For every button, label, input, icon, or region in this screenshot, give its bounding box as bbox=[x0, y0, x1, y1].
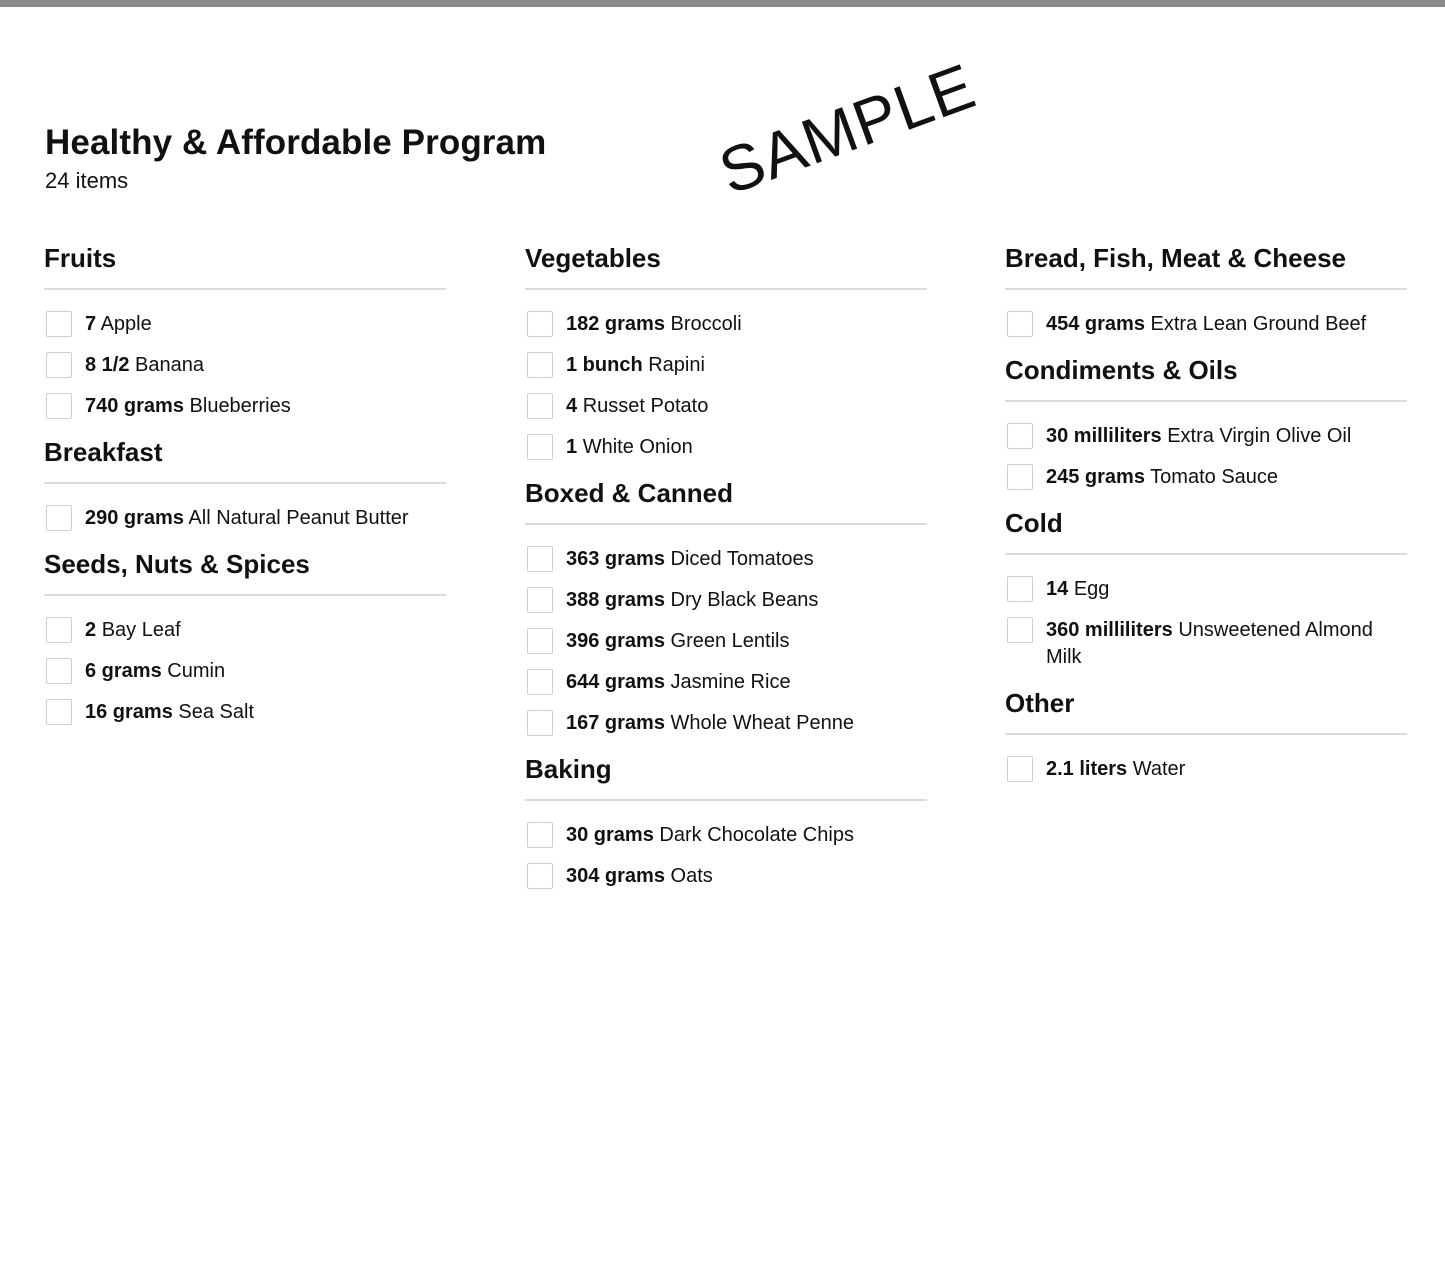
item-checkbox[interactable] bbox=[527, 587, 553, 613]
item-quantity: 4 bbox=[566, 395, 578, 417]
page-title: Healthy & Affordable Program bbox=[45, 123, 547, 162]
item-checkbox[interactable] bbox=[527, 669, 553, 695]
item-checkbox[interactable] bbox=[1007, 311, 1033, 337]
item-list bbox=[1005, 402, 1407, 491]
item-text bbox=[566, 546, 814, 573]
list-item bbox=[44, 311, 446, 338]
item-checkbox[interactable] bbox=[46, 699, 72, 725]
item-quantity: 30 milliliters bbox=[1046, 425, 1162, 447]
item-quantity: 14 bbox=[1046, 578, 1069, 600]
category-title: Condiments & Oils bbox=[1005, 352, 1407, 402]
item-text bbox=[566, 352, 705, 379]
item-checkbox[interactable] bbox=[1007, 423, 1033, 449]
item-name: Green Lentils bbox=[670, 630, 790, 652]
item-checkbox[interactable] bbox=[527, 434, 553, 460]
item-name: Blueberries bbox=[189, 395, 291, 417]
item-quantity: 7 bbox=[85, 313, 97, 335]
item-text bbox=[85, 352, 204, 379]
item-list bbox=[525, 290, 927, 461]
item-quantity: 1 bbox=[566, 436, 578, 458]
item-quantity: 167 grams bbox=[566, 712, 665, 734]
item-checkbox[interactable] bbox=[46, 658, 72, 684]
item-checkbox[interactable] bbox=[527, 628, 553, 654]
item-quantity: 644 grams bbox=[566, 671, 665, 693]
category-section bbox=[525, 240, 927, 461]
item-text bbox=[1046, 311, 1366, 338]
category-title: Bread, Fish, Meat & Cheese bbox=[1005, 240, 1407, 290]
category-title: Cold bbox=[1005, 505, 1407, 555]
item-text bbox=[85, 505, 409, 532]
item-text bbox=[566, 710, 854, 737]
item-name: Sea Salt bbox=[178, 701, 255, 723]
item-checkbox[interactable] bbox=[1007, 756, 1033, 782]
list-item bbox=[525, 393, 927, 420]
item-quantity: 16 grams bbox=[85, 701, 173, 723]
item-name: Diced Tomatoes bbox=[670, 548, 814, 570]
list-item bbox=[44, 352, 446, 379]
item-quantity: 30 grams bbox=[566, 824, 654, 846]
item-text bbox=[85, 658, 225, 685]
list-item bbox=[44, 505, 446, 532]
item-name: Dry Black Beans bbox=[670, 589, 819, 611]
category-section bbox=[1005, 685, 1407, 783]
item-name: Extra Virgin Olive Oil bbox=[1167, 425, 1352, 447]
list-item bbox=[1005, 423, 1407, 450]
item-checkbox[interactable] bbox=[1007, 464, 1033, 490]
category-section bbox=[1005, 505, 1407, 671]
list-item bbox=[525, 587, 927, 614]
category-title: Breakfast bbox=[44, 434, 446, 484]
item-text bbox=[566, 393, 708, 420]
list-item bbox=[1005, 576, 1407, 603]
list-item bbox=[1005, 311, 1407, 338]
item-name: Apple bbox=[100, 313, 152, 335]
item-name: White Onion bbox=[582, 436, 693, 458]
item-checkbox[interactable] bbox=[46, 617, 72, 643]
item-checkbox[interactable] bbox=[527, 710, 553, 736]
item-name: Jasmine Rice bbox=[670, 671, 791, 693]
item-text bbox=[566, 628, 790, 655]
column-1 bbox=[44, 240, 446, 740]
item-text bbox=[1046, 464, 1278, 491]
sample-watermark: SAMPLE bbox=[710, 49, 985, 209]
item-checkbox[interactable] bbox=[1007, 576, 1033, 602]
item-quantity: 6 grams bbox=[85, 660, 162, 682]
list-item bbox=[44, 393, 446, 420]
item-quantity: 2.1 liters bbox=[1046, 758, 1128, 780]
top-bar bbox=[0, 0, 1445, 7]
list-item bbox=[44, 658, 446, 685]
category-section bbox=[44, 546, 446, 726]
item-text bbox=[566, 587, 818, 614]
list-item bbox=[525, 863, 927, 890]
category-section bbox=[1005, 240, 1407, 338]
item-quantity: 360 milliliters bbox=[1046, 619, 1173, 641]
item-list bbox=[44, 596, 446, 726]
item-checkbox[interactable] bbox=[46, 311, 72, 337]
item-quantity: 1 bunch bbox=[566, 354, 643, 376]
item-list bbox=[1005, 290, 1407, 338]
item-quantity: 454 grams bbox=[1046, 313, 1145, 335]
item-count: 24 items bbox=[45, 168, 129, 193]
item-name: Tomato Sauce bbox=[1150, 466, 1279, 488]
item-quantity: 740 grams bbox=[85, 395, 184, 417]
item-name: Cumin bbox=[167, 660, 226, 682]
item-name: Broccoli bbox=[670, 313, 742, 335]
item-checkbox[interactable] bbox=[527, 352, 553, 378]
item-checkbox[interactable] bbox=[1007, 617, 1033, 643]
page-header bbox=[45, 122, 546, 194]
item-name: Bay Leaf bbox=[101, 619, 181, 641]
item-name: Banana bbox=[135, 354, 205, 376]
category-section bbox=[1005, 352, 1407, 491]
category-title: Boxed & Canned bbox=[525, 475, 927, 525]
category-title: Other bbox=[1005, 685, 1407, 735]
category-title: Baking bbox=[525, 751, 927, 801]
category-section bbox=[44, 434, 446, 532]
item-name: Extra Lean Ground Beef bbox=[1150, 313, 1367, 335]
item-quantity: 2 bbox=[85, 619, 97, 641]
item-text bbox=[85, 617, 181, 644]
item-quantity: 304 grams bbox=[566, 865, 665, 887]
item-text bbox=[566, 434, 693, 461]
item-list bbox=[44, 484, 446, 532]
list-item bbox=[525, 311, 927, 338]
item-list bbox=[44, 290, 446, 420]
item-quantity: 8 1/2 bbox=[85, 354, 130, 376]
item-checkbox[interactable] bbox=[527, 863, 553, 889]
category-section bbox=[44, 240, 446, 420]
item-name: Egg bbox=[1073, 578, 1110, 600]
list-item bbox=[1005, 617, 1407, 671]
item-text bbox=[85, 393, 291, 420]
list-item bbox=[525, 669, 927, 696]
item-quantity: 363 grams bbox=[566, 548, 665, 570]
item-text bbox=[566, 863, 713, 890]
item-quantity: 388 grams bbox=[566, 589, 665, 611]
item-quantity: 182 grams bbox=[566, 313, 665, 335]
item-name: Water bbox=[1132, 758, 1186, 780]
item-text bbox=[85, 699, 254, 726]
list-item bbox=[1005, 464, 1407, 491]
item-list bbox=[1005, 735, 1407, 783]
list-item bbox=[44, 699, 446, 726]
item-checkbox[interactable] bbox=[527, 822, 553, 848]
item-text bbox=[1046, 423, 1351, 450]
list-item bbox=[525, 628, 927, 655]
item-text bbox=[566, 822, 854, 849]
list-item bbox=[525, 352, 927, 379]
item-text bbox=[1046, 617, 1407, 671]
column-2 bbox=[525, 240, 927, 904]
item-text bbox=[1046, 576, 1109, 603]
list-item bbox=[525, 710, 927, 737]
item-checkbox[interactable] bbox=[527, 393, 553, 419]
item-quantity: 396 grams bbox=[566, 630, 665, 652]
item-checkbox[interactable] bbox=[46, 352, 72, 378]
item-checkbox[interactable] bbox=[527, 546, 553, 572]
item-text bbox=[566, 311, 742, 338]
item-list bbox=[525, 525, 927, 737]
list-item bbox=[525, 434, 927, 461]
category-title: Seeds, Nuts & Spices bbox=[44, 546, 446, 596]
item-text bbox=[566, 669, 791, 696]
item-checkbox[interactable] bbox=[46, 393, 72, 419]
category-section bbox=[525, 751, 927, 890]
item-name: Oats bbox=[670, 865, 713, 887]
item-name: Unsweetened Almond Milk bbox=[1046, 619, 1373, 668]
item-text bbox=[1046, 756, 1185, 783]
item-name: Dark Chocolate Chips bbox=[659, 824, 854, 846]
list-item bbox=[1005, 756, 1407, 783]
column-3 bbox=[1005, 240, 1407, 797]
list-item bbox=[44, 617, 446, 644]
item-name: Whole Wheat Penne bbox=[670, 712, 854, 734]
category-title: Vegetables bbox=[525, 240, 927, 290]
item-list bbox=[1005, 555, 1407, 671]
item-checkbox[interactable] bbox=[46, 505, 72, 531]
category-title: Fruits bbox=[44, 240, 446, 290]
item-name: Rapini bbox=[648, 354, 705, 376]
item-text bbox=[85, 311, 152, 338]
item-name: All Natural Peanut Butter bbox=[188, 507, 409, 529]
item-list bbox=[525, 801, 927, 890]
item-name: Russet Potato bbox=[582, 395, 709, 417]
category-section bbox=[525, 475, 927, 737]
item-quantity: 290 grams bbox=[85, 507, 184, 529]
list-item bbox=[525, 546, 927, 573]
list-item bbox=[525, 822, 927, 849]
item-checkbox[interactable] bbox=[527, 311, 553, 337]
item-quantity: 245 grams bbox=[1046, 466, 1145, 488]
